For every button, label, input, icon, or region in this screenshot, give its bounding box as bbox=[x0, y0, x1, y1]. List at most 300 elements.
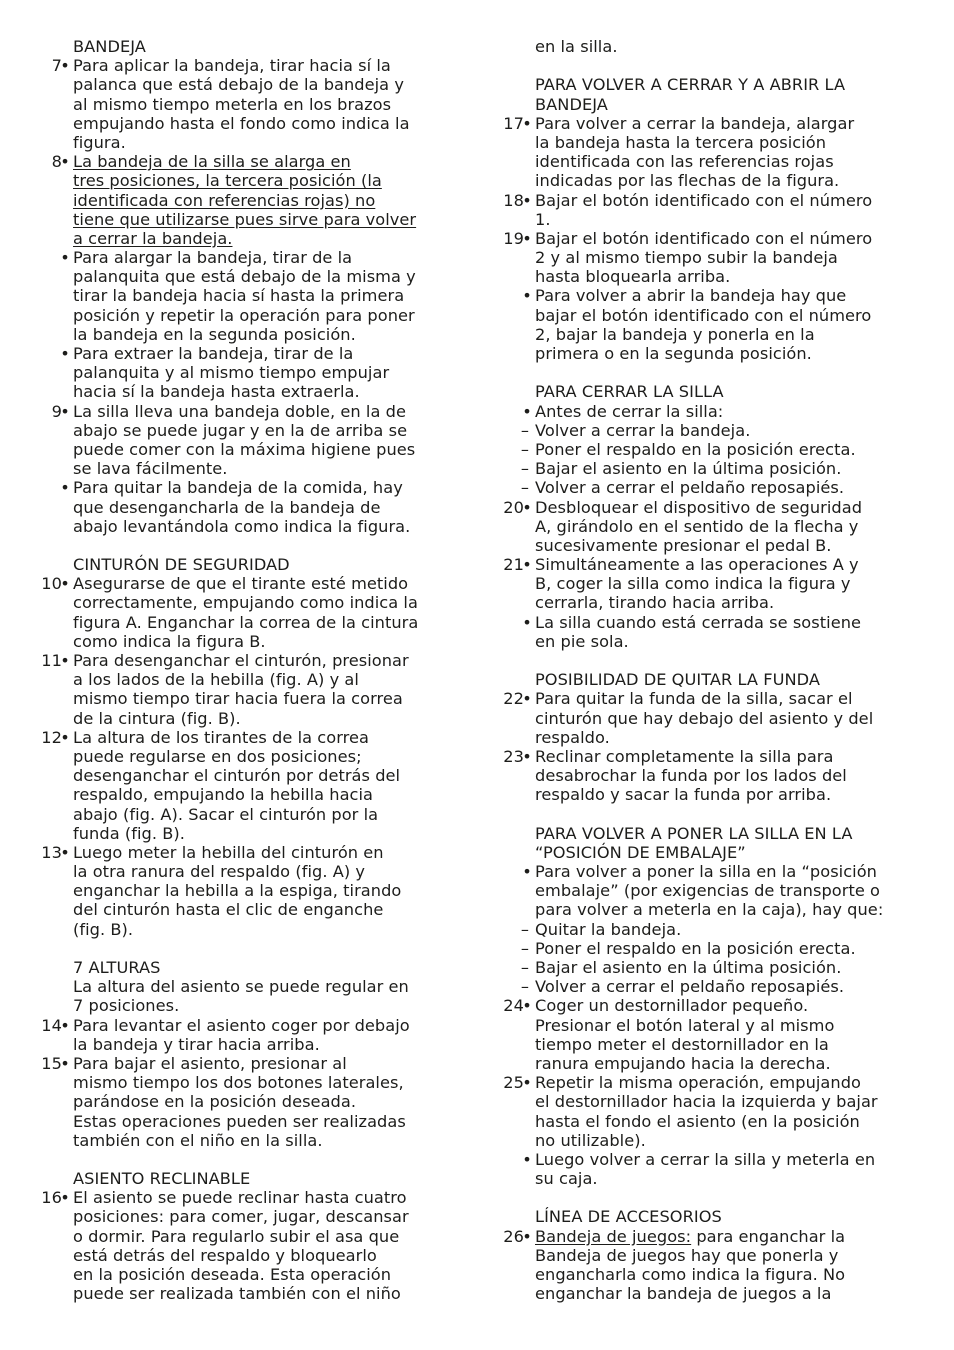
bullet-icon: • bbox=[60, 1188, 70, 1208]
text-line bbox=[30, 267, 462, 286]
line-text: Bajar el botón identificado con el número bbox=[535, 190, 873, 210]
line-text: enganchar la hebilla a la espiga, tirando bbox=[73, 881, 402, 901]
line-text: enganchar la bandeja de juegos a la bbox=[535, 1284, 832, 1304]
text-line bbox=[30, 536, 462, 555]
numbered-item-line bbox=[492, 191, 924, 210]
line-text: 1. bbox=[535, 209, 551, 229]
numbered-item-line bbox=[492, 498, 924, 517]
text-line bbox=[492, 536, 924, 555]
line-text: para volver a meterla en la caja), hay que: bbox=[535, 900, 884, 920]
numbered-item-line bbox=[492, 996, 924, 1015]
text-line bbox=[30, 920, 462, 939]
line-text: a los lados de la hebilla (fig. A) y al bbox=[73, 670, 359, 690]
line-text: palanca que está debajo de la bandeja y bbox=[73, 75, 404, 95]
text-line bbox=[492, 210, 924, 229]
line-text: respaldo. bbox=[535, 727, 610, 747]
text-line bbox=[492, 363, 924, 382]
dash-list-line bbox=[492, 440, 924, 459]
text-line bbox=[30, 670, 462, 689]
line-text: respaldo y sacar la funda por arriba. bbox=[535, 785, 832, 805]
line-text: POSIBILIDAD DE QUITAR LA FUNDA bbox=[535, 670, 821, 690]
numbered-item-line bbox=[30, 1188, 462, 1207]
text-line bbox=[492, 900, 924, 919]
line-text: Luego meter la hebilla del cinturón en bbox=[73, 842, 384, 862]
line-text: A, girándolo en el sentido de la flecha y bbox=[535, 516, 859, 536]
line-text: mismo tiempo los dos botones laterales, bbox=[73, 1073, 404, 1093]
text-line bbox=[492, 651, 924, 670]
text-line bbox=[30, 613, 462, 632]
numbered-item-line bbox=[492, 555, 924, 574]
line-text: (fig. B). bbox=[73, 919, 134, 939]
line-text: BANDEJA bbox=[535, 94, 608, 114]
text-line bbox=[492, 56, 924, 75]
numbered-item-line bbox=[30, 651, 462, 670]
line-text: Reclinar completamente la silla para bbox=[535, 746, 834, 766]
text-line bbox=[492, 325, 924, 344]
numbered-item-line bbox=[30, 56, 462, 75]
line-text: figura A. Enganchar la correa de la cintura bbox=[73, 612, 419, 632]
text-line bbox=[492, 728, 924, 747]
line-text: parándose en la posición deseada. bbox=[73, 1092, 357, 1112]
bullet-icon: • bbox=[60, 344, 70, 363]
left-column bbox=[30, 37, 462, 1303]
text-line bbox=[30, 1112, 462, 1131]
text-line bbox=[30, 1073, 462, 1092]
line-text: ASIENTO RECLINABLE bbox=[73, 1169, 251, 1189]
dash-icon: – bbox=[520, 919, 530, 939]
dash-list-line bbox=[492, 459, 924, 478]
line-text: Estas operaciones pueden ser realizadas bbox=[73, 1111, 406, 1131]
bullet-icon: • bbox=[522, 862, 532, 882]
bullet-icon: • bbox=[522, 497, 532, 517]
text-line bbox=[30, 1246, 462, 1265]
line-text: como indica la figura B. bbox=[73, 631, 266, 651]
line-text: la bandeja en la segunda posición. bbox=[73, 324, 356, 344]
line-text: Repetir la misma operación, empujando bbox=[535, 1073, 861, 1093]
text-line bbox=[492, 824, 924, 843]
line-text: abajo levantándola como indica la figura. bbox=[73, 516, 411, 536]
line-text: correctamente, empujando como indica la bbox=[73, 593, 418, 613]
line-text: Poner el respaldo en la posición erecta. bbox=[535, 439, 856, 459]
dash-icon: – bbox=[520, 439, 530, 459]
dash-list-line bbox=[492, 421, 924, 440]
line-text: “POSICIÓN DE EMBALAJE” bbox=[535, 842, 746, 862]
text-line bbox=[492, 344, 924, 363]
line-text: 7 ALTURAS bbox=[73, 958, 161, 977]
numbered-item-line bbox=[30, 574, 462, 593]
right-column bbox=[492, 37, 924, 1303]
numbered-item-line bbox=[492, 689, 924, 708]
text-line bbox=[30, 766, 462, 785]
line-text: La altura de los tirantes de la correa bbox=[73, 727, 369, 747]
line-text: respaldo, empujando la hebilla hacia bbox=[73, 785, 374, 805]
item-number: 23 bbox=[503, 746, 524, 766]
line-text: PARA CERRAR LA SILLA bbox=[535, 382, 724, 402]
text-line bbox=[492, 267, 924, 286]
text-line bbox=[30, 977, 462, 996]
line-text: La silla cuando está cerrada se sostiene bbox=[535, 612, 862, 632]
line-text: palanquita que está debajo de la misma y bbox=[73, 267, 416, 287]
text-line bbox=[30, 171, 462, 190]
dash-icon: – bbox=[520, 958, 530, 977]
bullet-line bbox=[492, 613, 924, 632]
line-text: La silla lleva una bandeja doble, en la de bbox=[73, 401, 406, 421]
numbered-item-line bbox=[30, 402, 462, 421]
text-line bbox=[492, 306, 924, 325]
bullet-icon: • bbox=[60, 842, 70, 862]
line-text: LÍNEA DE ACCESORIOS bbox=[535, 1207, 722, 1227]
text-line bbox=[492, 517, 924, 536]
text-line bbox=[30, 881, 462, 900]
text-line bbox=[492, 805, 924, 824]
text-line bbox=[30, 210, 462, 229]
line-text: posiciones: para comer, jugar, descansar bbox=[73, 1207, 409, 1227]
dash-icon: – bbox=[520, 977, 530, 997]
text-line bbox=[492, 766, 924, 785]
bullet-icon: • bbox=[60, 727, 70, 747]
text-line bbox=[492, 709, 924, 728]
text-line bbox=[492, 75, 924, 94]
item-number: 17 bbox=[503, 113, 524, 133]
line-text: la bandeja y tirar hacia arriba. bbox=[73, 1034, 320, 1054]
line-text: mismo tiempo tirar hacia fuera la correa bbox=[73, 689, 403, 709]
bullet-line bbox=[492, 402, 924, 421]
line-text: el destornillador hacia la izquierda y bajar bbox=[535, 1092, 878, 1112]
dash-icon: – bbox=[520, 459, 530, 479]
text-line bbox=[30, 1131, 462, 1150]
line-text: Bajar el asiento en la última posición. bbox=[535, 459, 842, 479]
text-line bbox=[30, 1265, 462, 1284]
numbered-item-line bbox=[30, 1054, 462, 1073]
line-text: La altura del asiento se puede regular en bbox=[73, 977, 409, 997]
text-line bbox=[30, 114, 462, 133]
line-text: hasta bloquearla arriba. bbox=[535, 267, 731, 287]
line-text: Asegurarse de que el tirante esté metido bbox=[73, 574, 409, 594]
line-text: su caja. bbox=[535, 1169, 598, 1189]
line-text: la bandeja hasta la tercera posición bbox=[535, 132, 827, 152]
item-number: 10 bbox=[41, 574, 62, 594]
line-text: Para volver a poner la silla en la “posición bbox=[535, 862, 877, 882]
bullet-icon: • bbox=[522, 555, 532, 575]
text-line bbox=[30, 229, 462, 248]
text-line bbox=[30, 747, 462, 766]
text-line bbox=[492, 1016, 924, 1035]
text-line bbox=[30, 958, 462, 977]
text-line bbox=[492, 670, 924, 689]
line-text: puede regularse en dos posiciones; bbox=[73, 746, 362, 766]
line-text: Coger un destornillador pequeño. bbox=[535, 996, 809, 1016]
bullet-icon: • bbox=[522, 996, 532, 1016]
item-number: 19 bbox=[503, 228, 524, 248]
text-line bbox=[30, 593, 462, 612]
line-text: desabrochar la funda por los lados del bbox=[535, 766, 847, 786]
text-line bbox=[30, 325, 462, 344]
item-number: 25 bbox=[503, 1073, 524, 1093]
dash-list-line bbox=[492, 958, 924, 977]
text-line bbox=[492, 574, 924, 593]
text-line bbox=[30, 900, 462, 919]
dash-icon: – bbox=[520, 938, 530, 958]
text-line bbox=[30, 306, 462, 325]
item-number: 22 bbox=[503, 689, 524, 709]
text-line bbox=[30, 632, 462, 651]
text-line bbox=[30, 555, 462, 574]
dash-list-line bbox=[492, 478, 924, 497]
line-text: Bandeja de juegos: bbox=[535, 1226, 692, 1246]
line-text: Simultáneamente a las operaciones A y bbox=[535, 555, 859, 575]
item-number: 7 bbox=[51, 56, 62, 76]
item-number: 13 bbox=[41, 842, 62, 862]
line-text-rest: para enganchar la bbox=[691, 1226, 846, 1246]
text-line bbox=[492, 248, 924, 267]
item-number: 12 bbox=[41, 727, 62, 747]
text-line bbox=[30, 862, 462, 881]
line-text: Luego volver a cerrar la silla y meterla en bbox=[535, 1149, 876, 1169]
item-number: 18 bbox=[503, 190, 524, 210]
line-text: Para volver a abrir la bandeja hay que bbox=[535, 286, 847, 306]
bullet-line bbox=[30, 248, 462, 267]
line-text: PARA VOLVER A CERRAR Y A ABRIR LA bbox=[535, 75, 846, 95]
text-line bbox=[30, 191, 462, 210]
text-line bbox=[30, 1092, 462, 1111]
line-text: PARA VOLVER A PONER LA SILLA EN LA bbox=[535, 823, 853, 843]
item-number: 11 bbox=[41, 651, 62, 670]
text-line bbox=[492, 1131, 924, 1150]
bullet-icon: • bbox=[60, 1053, 70, 1073]
line-text: Volver a cerrar la bandeja. bbox=[535, 420, 751, 440]
text-line bbox=[30, 459, 462, 478]
line-text: Para quitar la bandeja de la comida, hay bbox=[73, 478, 403, 498]
item-number: 14 bbox=[41, 1015, 62, 1035]
text-line bbox=[492, 1246, 924, 1265]
item-number: 15 bbox=[41, 1053, 62, 1073]
text-line bbox=[30, 1169, 462, 1188]
text-line bbox=[30, 824, 462, 843]
line-text: El asiento se puede reclinar hasta cuatro bbox=[73, 1188, 407, 1208]
line-text: que desengancharla de la bandeja de bbox=[73, 497, 381, 517]
line-text: no utilizable). bbox=[535, 1130, 646, 1150]
line-text: Bajar el asiento en la última posición. bbox=[535, 958, 842, 977]
numbered-item-line bbox=[492, 1073, 924, 1092]
text-line bbox=[30, 1150, 462, 1169]
item-number: 26 bbox=[503, 1226, 524, 1246]
line-text: está detrás del respaldo y bloquearlo bbox=[73, 1245, 377, 1265]
line-text: en la silla. bbox=[535, 37, 618, 56]
text-line bbox=[492, 632, 924, 651]
numbered-item-line bbox=[30, 843, 462, 862]
line-text: Desbloquear el dispositivo de seguridad bbox=[535, 497, 863, 517]
dash-list-line bbox=[492, 920, 924, 939]
bullet-icon: • bbox=[522, 1149, 532, 1169]
text-line bbox=[492, 1284, 924, 1303]
text-line bbox=[492, 171, 924, 190]
line-text: ranura empujando hacia la derecha. bbox=[535, 1053, 831, 1073]
line-text: cerrarla, tirando hacia arriba. bbox=[535, 593, 775, 613]
line-text: La bandeja de la silla se alarga en bbox=[73, 152, 351, 172]
line-text: cinturón que hay debajo del asiento y del bbox=[535, 708, 874, 728]
text-line bbox=[30, 382, 462, 401]
line-text: en pie sola. bbox=[535, 631, 629, 651]
line-text: bajar el botón identificado con el número bbox=[535, 305, 872, 325]
line-text: hasta el fondo el asiento (en la posición bbox=[535, 1111, 860, 1131]
line-text: sucesivamente presionar el pedal B. bbox=[535, 535, 832, 555]
bullet-line bbox=[30, 478, 462, 497]
line-text: Quitar la bandeja. bbox=[535, 919, 682, 939]
text-line bbox=[492, 881, 924, 900]
numbered-item-line bbox=[492, 1227, 924, 1246]
line-text: B, coger la silla como indica la figura y bbox=[535, 574, 851, 594]
text-line bbox=[492, 1054, 924, 1073]
bullet-icon: • bbox=[60, 248, 70, 268]
bullet-icon: • bbox=[522, 228, 532, 248]
text-line bbox=[30, 95, 462, 114]
text-line bbox=[30, 939, 462, 958]
line-text: figura. bbox=[73, 132, 126, 152]
line-text: Bajar el botón identificado con el número bbox=[535, 228, 873, 248]
line-text: Para bajar el asiento, presionar al bbox=[73, 1053, 347, 1073]
line-text: 2, bajar la bandeja y ponerla en la bbox=[535, 324, 815, 344]
text-line bbox=[30, 785, 462, 804]
line-text: posición y repetir la operación para poner bbox=[73, 305, 415, 325]
bullet-line bbox=[492, 1150, 924, 1169]
line-text: también con el niño en la silla. bbox=[73, 1130, 323, 1150]
line-text: tiene que utilizarse pues sirve para volver bbox=[73, 209, 417, 229]
line-text: Para aplicar la bandeja, tirar hacia sí la bbox=[73, 56, 391, 76]
line-text: Antes de cerrar la silla: bbox=[535, 401, 724, 421]
line-text: BANDEJA bbox=[73, 37, 146, 56]
text-line bbox=[30, 996, 462, 1015]
line-text: Poner el respaldo en la posición erecta. bbox=[535, 938, 856, 958]
line-text: Para volver a cerrar la bandeja, alargar bbox=[535, 113, 855, 133]
bullet-icon: • bbox=[522, 286, 532, 306]
line-text: embalaje” (por exigencias de transporte o bbox=[535, 881, 880, 901]
text-line bbox=[30, 689, 462, 708]
text-line bbox=[30, 286, 462, 305]
line-text: puede comer con la máxima higiene pues bbox=[73, 439, 416, 459]
text-line bbox=[492, 152, 924, 171]
text-line bbox=[492, 1207, 924, 1226]
text-line bbox=[30, 498, 462, 517]
line-text: Para extraer la bandeja, tirar de la bbox=[73, 344, 354, 363]
bullet-icon: • bbox=[522, 190, 532, 210]
text-line bbox=[30, 133, 462, 152]
line-text: 7 posiciones. bbox=[73, 996, 180, 1016]
line-text: indicadas por las flechas de la figura. bbox=[535, 171, 840, 191]
line-text: Volver a cerrar el peldaño reposapiés. bbox=[535, 478, 845, 498]
item-number: 21 bbox=[503, 555, 524, 575]
line-text: puede ser realizada también con el niño bbox=[73, 1284, 401, 1304]
bullet-icon: • bbox=[60, 651, 70, 670]
numbered-item-line bbox=[30, 728, 462, 747]
bullet-icon: • bbox=[522, 612, 532, 632]
dash-list-line bbox=[492, 939, 924, 958]
line-text: Para levantar el asiento coger por debajo bbox=[73, 1015, 410, 1035]
line-text: Bandeja de juegos hay que ponerla y bbox=[535, 1245, 839, 1265]
item-number: 20 bbox=[503, 497, 524, 517]
line-text: identificada con las referencias rojas bbox=[535, 152, 834, 172]
numbered-item-line bbox=[30, 1016, 462, 1035]
bullet-icon: • bbox=[60, 152, 70, 172]
text-line bbox=[30, 421, 462, 440]
item-number: 24 bbox=[503, 996, 524, 1016]
text-line bbox=[30, 1227, 462, 1246]
text-line bbox=[492, 1092, 924, 1111]
line-text: en la posición deseada. Esta operación bbox=[73, 1265, 392, 1284]
text-line bbox=[492, 95, 924, 114]
text-line bbox=[492, 843, 924, 862]
text-line bbox=[492, 1188, 924, 1207]
line-text: tiempo meter el destornillador en la bbox=[535, 1034, 829, 1054]
line-text: Para desenganchar el cinturón, presionar bbox=[73, 651, 409, 670]
text-line bbox=[30, 75, 462, 94]
line-text: del cinturón hasta el clic de enganche bbox=[73, 900, 384, 920]
item-number: 8 bbox=[51, 152, 62, 172]
line-text: hacia sí la bandeja hasta extraerla. bbox=[73, 382, 360, 402]
line-text: palanquita y al mismo tiempo empujar bbox=[73, 363, 390, 383]
line-text: o dormir. Para regularlo subir el asa que bbox=[73, 1226, 400, 1246]
dash-list-line bbox=[492, 977, 924, 996]
bullet-icon: • bbox=[60, 478, 70, 498]
line-text: se lava fácilmente. bbox=[73, 459, 228, 479]
bullet-icon: • bbox=[60, 56, 70, 76]
numbered-item-line bbox=[30, 152, 462, 171]
line-text: Presionar el botón lateral y al mismo bbox=[535, 1015, 835, 1035]
text-line bbox=[30, 805, 462, 824]
line-text: 2 y al mismo tiempo subir la bandeja bbox=[535, 248, 838, 268]
bullet-line bbox=[30, 344, 462, 363]
line-text: engancharla como indica la figura. No bbox=[535, 1265, 846, 1284]
dash-icon: – bbox=[520, 420, 530, 440]
text-line bbox=[492, 133, 924, 152]
text-line bbox=[30, 440, 462, 459]
dash-icon: – bbox=[520, 478, 530, 498]
bullet-icon: • bbox=[60, 401, 70, 421]
line-text: abajo (fig. A). Sacar el cinturón por la bbox=[73, 804, 379, 824]
text-line bbox=[30, 1207, 462, 1226]
text-line bbox=[30, 1035, 462, 1054]
text-line bbox=[30, 1284, 462, 1303]
numbered-item-line bbox=[492, 229, 924, 248]
numbered-item-line bbox=[492, 114, 924, 133]
text-line bbox=[30, 709, 462, 728]
text-line bbox=[492, 1169, 924, 1188]
bullet-icon: • bbox=[522, 746, 532, 766]
line-text: CINTURÓN DE SEGURIDAD bbox=[73, 555, 290, 575]
bullet-line bbox=[492, 286, 924, 305]
bullet-icon: • bbox=[522, 401, 532, 421]
bullet-icon: • bbox=[522, 689, 532, 709]
line-text: abajo se puede jugar y en la de arriba se bbox=[73, 420, 408, 440]
line-text: Para alargar la bandeja, tirar de la bbox=[73, 248, 353, 268]
item-number: 16 bbox=[41, 1188, 62, 1208]
line-text: Para quitar la funda de la silla, sacar el bbox=[535, 689, 853, 709]
bullet-line bbox=[492, 862, 924, 881]
line-text: identificada con referencias rojas) no bbox=[73, 190, 376, 210]
text-line bbox=[492, 382, 924, 401]
text-line bbox=[492, 1112, 924, 1131]
text-line bbox=[30, 37, 462, 56]
text-line bbox=[492, 785, 924, 804]
text-line bbox=[30, 517, 462, 536]
line-text: tirar la bandeja hacia sí hasta la primera bbox=[73, 286, 405, 306]
line-text: primera o en la segunda posición. bbox=[535, 344, 812, 363]
bullet-icon: • bbox=[60, 574, 70, 594]
text-line bbox=[492, 593, 924, 612]
line-text: tres posiciones, la tercera posición (la bbox=[73, 171, 382, 191]
line-text: desenganchar el cinturón por detrás del bbox=[73, 766, 401, 786]
bullet-icon: • bbox=[60, 1015, 70, 1035]
line-text: la otra ranura del respaldo (fig. A) y bbox=[73, 862, 366, 882]
